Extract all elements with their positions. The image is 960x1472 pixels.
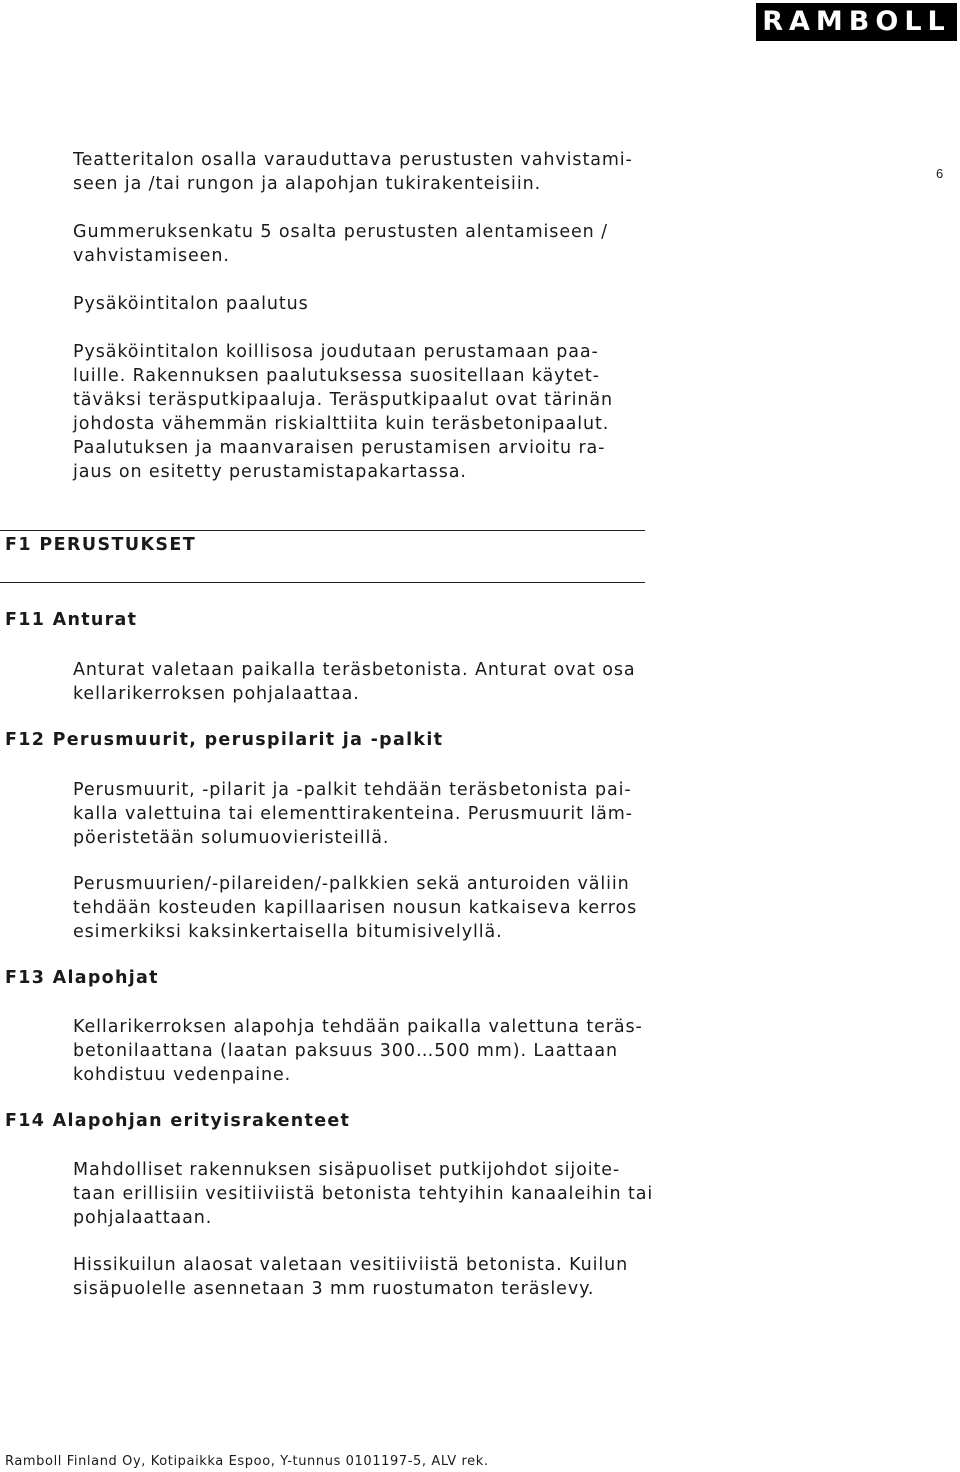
text-line: Gummeruksenkatu 5 osalta perustusten alentamiseen / [73,222,608,242]
text-line: jaus on esitetty perustamistapakartassa. [73,462,467,482]
text-line: kellarikerroksen pohjalaattaa. [73,684,360,704]
paragraph-f11 [73,658,693,706]
subheading-pysakointitalon-paalutus [73,292,693,316]
text-line: seen ja /tai rungon ja alapohjan tukirakenteisiin. [73,174,542,194]
text-line: esimerkiksi kaksinkertaisella bitumisivelyllä. [73,922,503,942]
text-line: pohjalaattaan. [73,1208,213,1228]
text-line: kohdistuu vedenpaine. [73,1065,292,1085]
text-line: Hissikuilun alaosat valetaan vesitiiviistä betonista. Kuilun [73,1255,629,1275]
ramboll-logo: RAMBOLL [756,3,957,41]
text-line: johdosta vähemmän riskialttiita kuin teräsbetonipaalut. [73,414,610,434]
intro-paragraph-paalutus [73,340,693,484]
heading-f11: F11 Anturat [5,610,138,630]
text-line: luille. Rakennuksen paalutuksessa suositellaan käytet- [73,366,600,386]
heading-f13: F13 Alapohjat [5,968,159,988]
text-line: täväksi teräsputkipaaluja. Teräsputkipaalut ovat tärinän [73,390,613,410]
section-rule-bottom [0,582,645,583]
paragraph-f14-1 [73,1158,693,1230]
text-line: Perusmuurit, -pilarit ja -palkit tehdään teräsbetonista pai- [73,780,632,800]
text-line: taan erillisiin vesitiiviistä betonista tehtyihin kanaaleihin tai [73,1184,654,1204]
text-line: Pysäköintitalon koillisosa joudutaan perustamaan paa- [73,342,599,362]
intro-paragraph-gummeruksenkatu [73,220,693,268]
footer-company-info: Ramboll Finland Oy, Kotipaikka Espoo, Y-tunnus 0101197-5, ALV rek. [5,1454,489,1469]
text-line: vahvistamiseen. [73,246,230,266]
text-line: Perusmuurien/-pilareiden/-palkkien sekä anturoiden väliin [73,874,630,894]
text-line: Pysäköintitalon paalutus [73,294,309,314]
heading-f12: F12 Perusmuurit, peruspilarit ja -palkit [5,730,444,750]
text-line: Mahdolliset rakennuksen sisäpuoliset putkijohdot sijoite- [73,1160,621,1180]
text-line: betonilaattana (laatan paksuus 300…500 mm). Laattaan [73,1041,619,1061]
text-line: sisäpuolelle asennetaan 3 mm ruostumaton teräslevy. [73,1279,595,1299]
text-line: Anturat valetaan paikalla teräsbetonista. Anturat ovat osa [73,660,636,680]
text-line: Paalutuksen ja maanvaraisen perustamisen arvioitu ra- [73,438,606,458]
text-line: tehdään kosteuden kapillaarisen nousun katkaiseva kerros [73,898,638,918]
text-line: kalla valettuina tai elementtirakenteina. Perusmuurit läm- [73,804,633,824]
section-title-f1: F1 PERUSTUKSET [5,535,197,555]
paragraph-f12-1 [73,778,693,850]
text-line: pöeristetään solumuovieristeillä. [73,828,390,848]
heading-f14: F14 Alapohjan erityisrakenteet [5,1111,351,1131]
paragraph-f12-2 [73,872,693,944]
section-rule-top [0,530,645,531]
intro-paragraph-teatteritalo [73,148,693,196]
paragraph-f14-2 [73,1253,693,1301]
page-number: 6 [936,166,944,181]
text-line: Kellarikerroksen alapohja tehdään paikalla valettuna teräs- [73,1017,643,1037]
paragraph-f13 [73,1015,693,1087]
text-line: Teatteritalon osalla varauduttava perustusten vahvistami- [73,150,633,170]
